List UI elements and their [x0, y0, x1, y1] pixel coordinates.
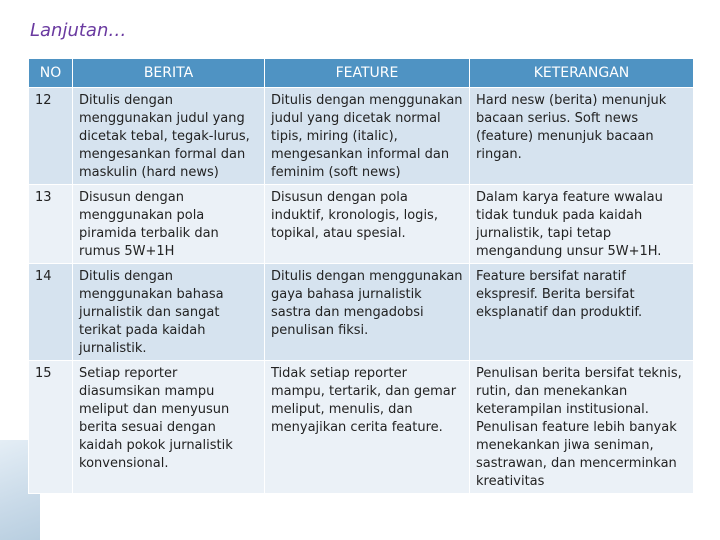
header-no: NO: [29, 59, 73, 88]
table-row: [29, 88, 694, 185]
header-berita: BERITA: [73, 59, 265, 88]
table-header-row: [29, 59, 694, 88]
cell-berita: Ditulis dengan menggunakan judul yang dicetak tebal, tegak-lurus, mengesankan formal dan maskulin (hard news): [73, 88, 265, 185]
cell-feature: Disusun dengan pola induktif, kronologis, logis, topikal, atau spesial.: [265, 185, 470, 264]
cell-keterangan: Penulisan berita bersifat teknis, rutin, dan menekankan keterampilan institusional. Penulisan feature lebih banyak menekankan jiwa seniman, sastrawan, dan mencerminkan kreativitas: [470, 361, 694, 494]
cell-berita: Disusun dengan menggunakan pola piramida terbalik dan rumus 5W+1H: [73, 185, 265, 264]
cell-berita: Ditulis dengan menggunakan bahasa jurnalistik dan sangat terikat pada kaidah jurnalistik.: [73, 264, 265, 361]
cell-keterangan: Hard nesw (berita) menunjuk bacaan serius. Soft news (feature) menunjuk bacaan ringan.: [470, 88, 694, 185]
cell-keterangan: Dalam karya feature wwalau tidak tunduk pada kaidah jurnalistik, tapi tetap mengandung unsur 5W+1H.: [470, 185, 694, 264]
cell-keterangan: Feature bersifat naratif ekspresif. Berita bersifat eksplanatif dan produktif.: [470, 264, 694, 361]
slide-title: Lanjutan…: [30, 20, 127, 41]
cell-no: 13: [29, 185, 73, 264]
cell-no: 14: [29, 264, 73, 361]
cell-no: 12: [29, 88, 73, 185]
header-keterangan: KETERANGAN: [470, 59, 694, 88]
cell-feature: Ditulis dengan menggunakan judul yang dicetak normal tipis, miring (italic), mengesankan informal dan feminim (soft news): [265, 88, 470, 185]
table-row: [29, 185, 694, 264]
cell-no: 15: [29, 361, 73, 494]
table-row: [29, 264, 694, 361]
cell-feature: Tidak setiap reporter mampu, tertarik, dan gemar meliput, menulis, dan menyajikan cerita feature.: [265, 361, 470, 494]
comparison-table: [28, 58, 694, 494]
header-feature: FEATURE: [265, 59, 470, 88]
cell-berita: Setiap reporter diasumsikan mampu meliput dan menyusun berita sesuai dengan kaidah pokok jurnalistik konvensional.: [73, 361, 265, 494]
cell-feature: Ditulis dengan menggunakan gaya bahasa jurnalistik sastra dan mengadobsi penulisan fiksi.: [265, 264, 470, 361]
table-row: [29, 361, 694, 494]
